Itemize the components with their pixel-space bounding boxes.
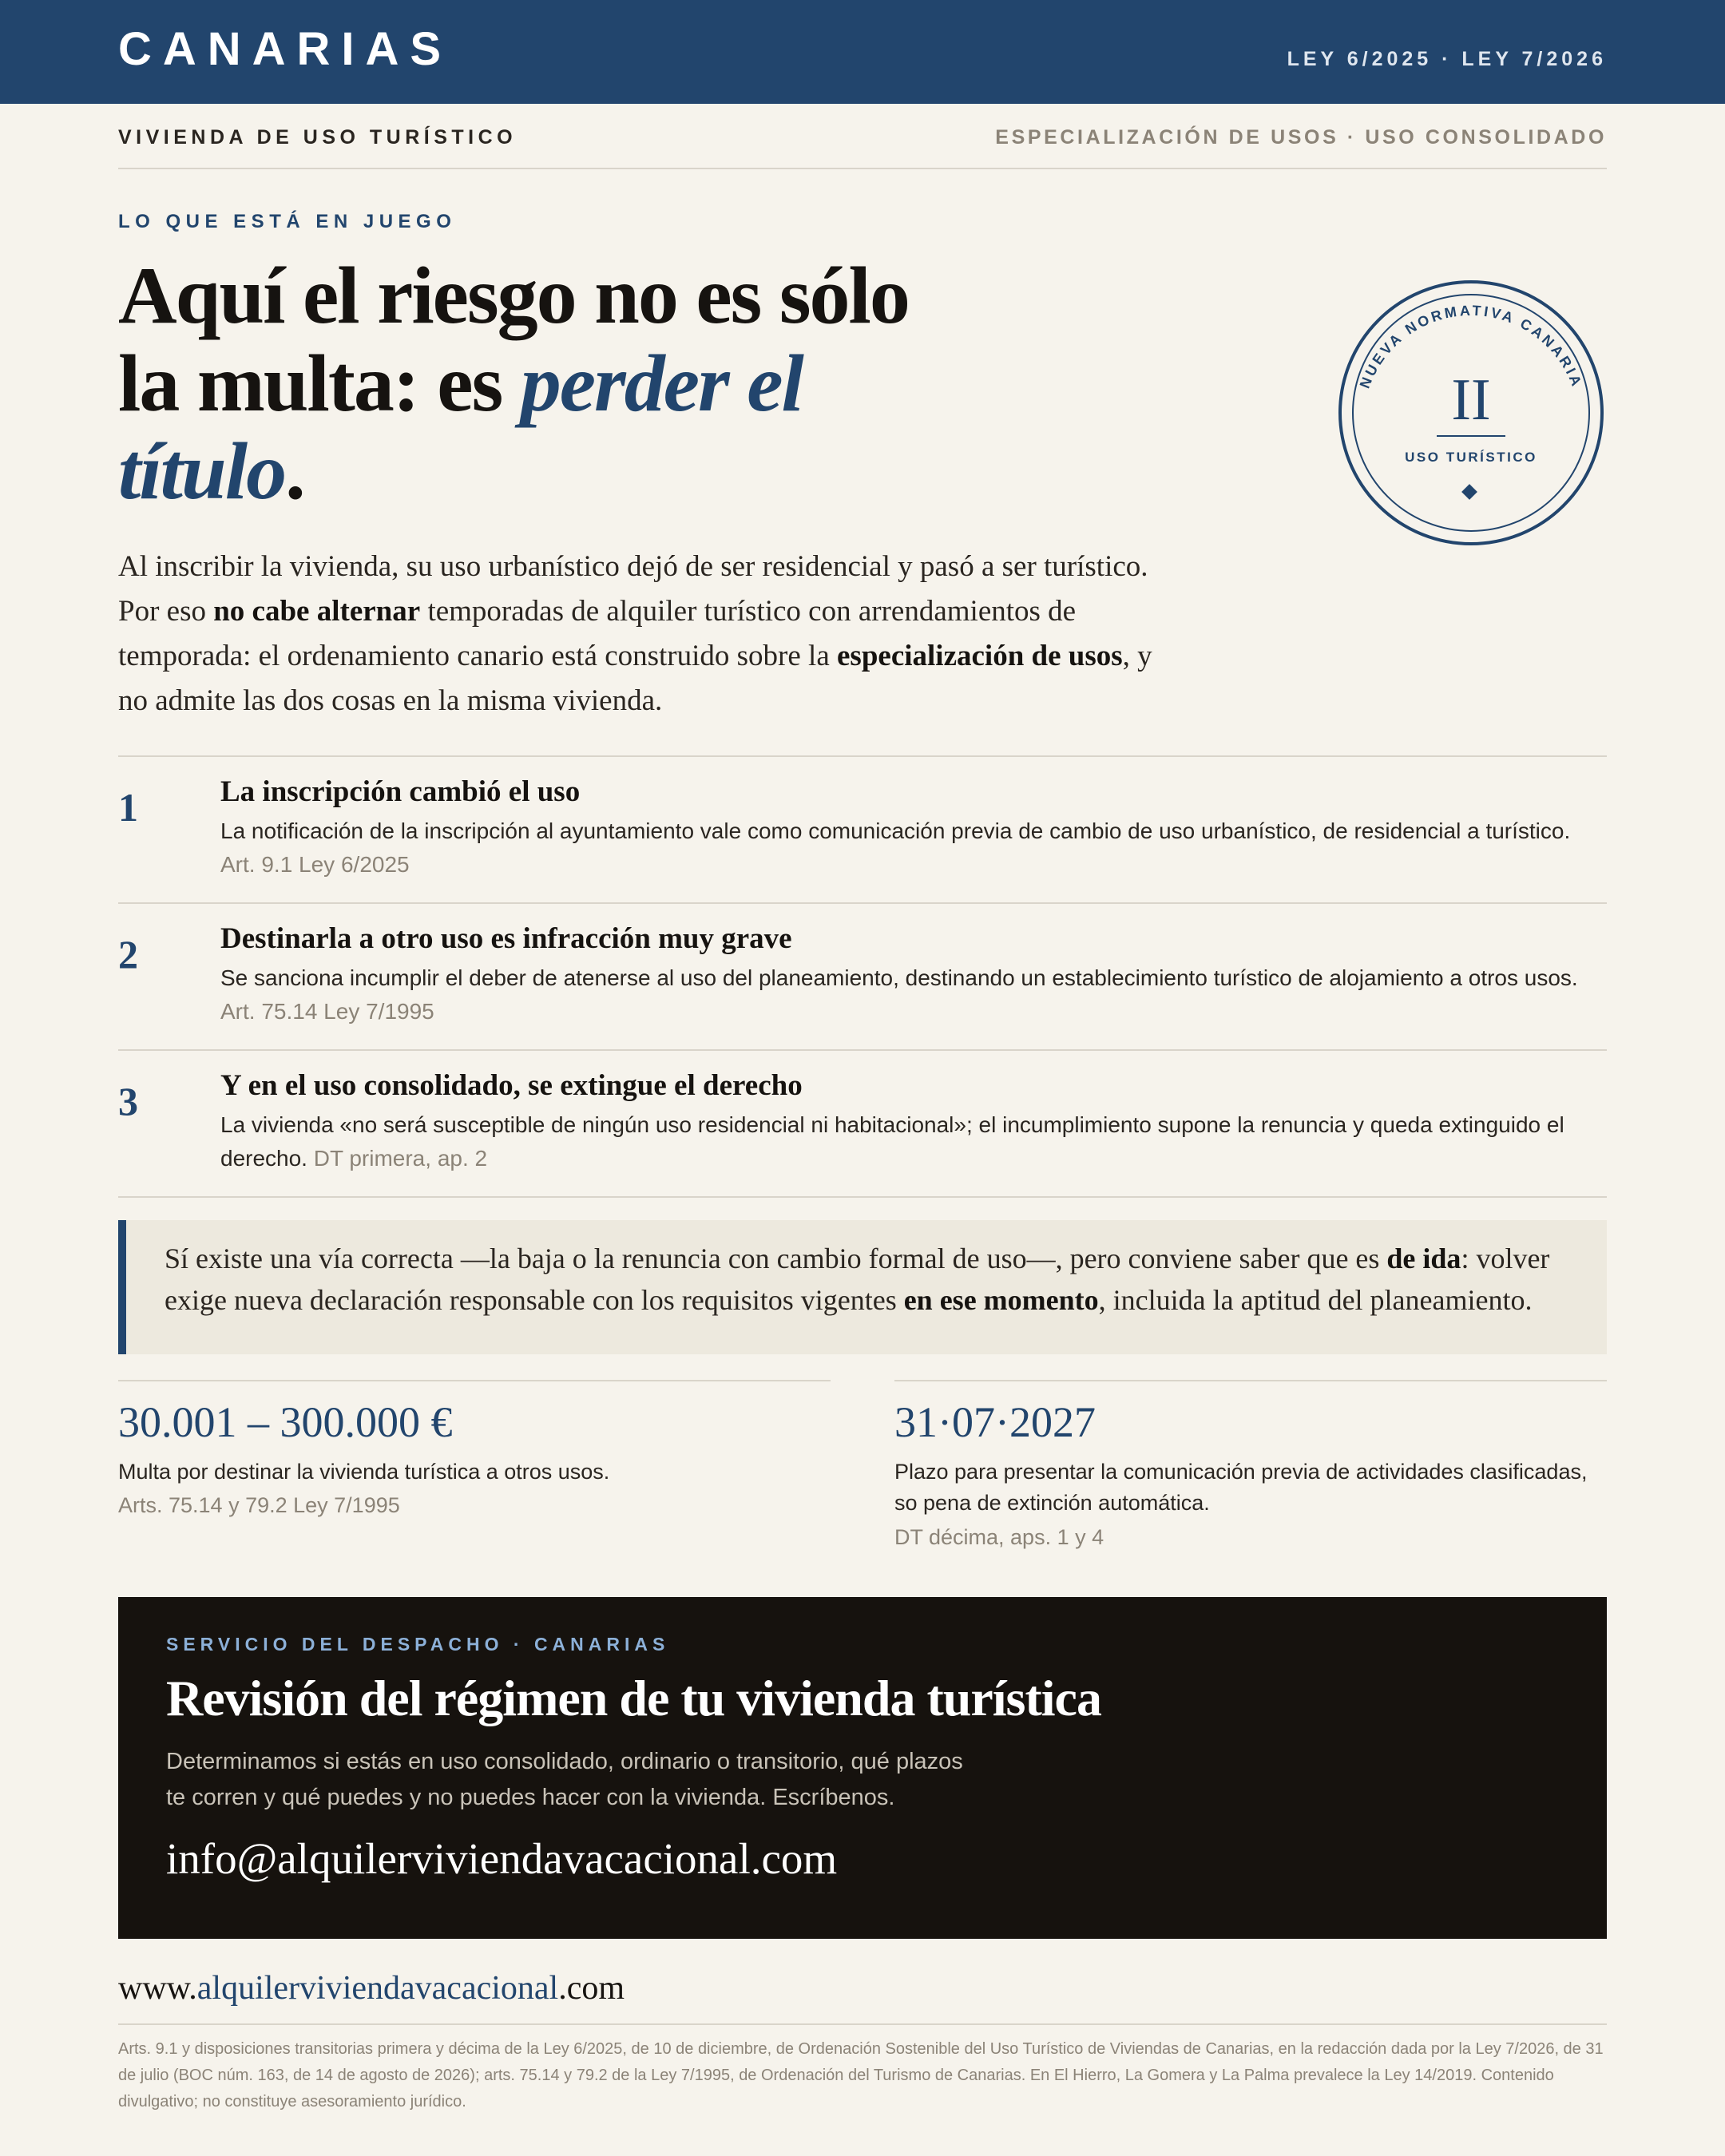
divider [118,902,1607,904]
cta-title: Revisión del régimen de tu vivienda turística [166,1670,1101,1726]
item-body-text: La notificación de la inscripción al ayuntamiento vale como comunicación previa de cambio de uso urbanístico, de residencial a turístico. [220,818,1571,843]
site-suffix: .com [558,1970,625,2007]
seal-numeral: II [1451,367,1491,433]
divider [118,755,1607,757]
item-body [220,814,1610,882]
item-body-text: Se sanciona incumplir el deber de atenerse al uso del planeamiento, destinando un establecimiento turístico de alojamiento a otros usos. [220,965,1578,990]
fact-value: 31·07·2027 [894,1398,1096,1446]
divider [118,168,1607,169]
divider [118,1196,1607,1198]
callout-bold-1: de ida [1386,1242,1461,1274]
lead-text-3: , y no admite las dos cosas en la misma vivienda. [118,640,1152,717]
item-body [220,961,1610,1028]
diamond-icon [1461,484,1477,500]
item-body-text: La vivienda «no será susceptible de ningún uso residencial ni habitacional»; el incumplimiento supone la renuncia y queda extinguido el derecho. [220,1112,1564,1171]
lead-bold-1: no cabe alternar [213,595,421,628]
callout-accent-bar [118,1220,126,1354]
section-kicker: LO QUE ESTÁ EN JUEGO [118,211,457,232]
headline [118,252,1077,516]
item-reference: Art. 75.14 Ley 7/1995 [220,999,434,1024]
callout-text-2: : volver exige nueva declaración responsable con los requisitos vigentes [165,1242,1550,1316]
headline-emphasis-1: perder el [520,339,803,429]
fact-value: 30.001 – 300.000 € [118,1398,453,1446]
lead-bold-2: especialización de usos [837,640,1123,672]
subnav-tags: ESPECIALIZACIÓN DE USOS · USO CONSOLIDADO [995,126,1607,149]
item-number: 3 [118,1079,138,1124]
lead-text-1: Al inscribir la vivienda, su uso urbanístico dejó de ser residencial y pasó a ser turístico. Por eso [118,550,1148,628]
legal-footnote: Arts. 9.1 y disposiciones transitorias primera y décima de la Ley 6/2025, de 10 de diciembre, de Ordenación Sostenible del Uso Turístico de Viviendas de Canarias, en la redacción dada por la Ley 7/2026, de 31 de julio (BOC núm. 163, de 14 de agosto de 2026); arts. 75.14 y 79.2 de la Ley 7/1995, de Ordenación del Turismo de Canarias. En El Hierro, La Gomera y La Palma prevalece la Ley 14/2019. Contenido divulgativo; no constituye asesoramiento jurídico. [118,2040,1604,2110]
callout-bold-2: en ese momento [903,1284,1099,1316]
lead-text-2: temporadas de alquiler turístico con arrendamientos de temporada: el ordenamiento canario está construido sobre la [118,595,1077,672]
subnav-topic: VIVIENDA DE USO TURÍSTICO [118,126,518,149]
item-number: 1 [118,785,138,830]
callout-text-3: , incluida la aptitud del planeamiento. [1098,1284,1533,1316]
site-domain: alquilerviviendavacacional [196,1970,559,2007]
item-title: La inscripción cambió el uso [220,775,581,808]
headline-line2: la multa: es [118,339,521,429]
cta-body-line2: te corren y qué puedes y no puedes hacer con la vivienda. Escríbenos. [166,1785,895,1810]
header-laws: LEY 6/2025 · LEY 7/2026 [1287,48,1607,70]
seal-ring-text: NUEVA NORMATIVA CANARIA [1356,302,1586,391]
item-title: Y en el uso consolidado, se extingue el derecho [220,1069,803,1102]
divider [118,1380,831,1381]
cta-kicker: SERVICIO DEL DESPACHO · CANARIAS [166,1634,670,1655]
cta-body [166,1744,1029,1816]
callout-text-1: Sí existe una vía correcta —la baja o la renuncia con cambio formal de uso—, pero conviene saber que es [165,1242,1387,1274]
divider [894,1380,1607,1381]
site-prefix: www. [118,1970,197,2007]
headline-emphasis-2: título [118,426,286,517]
website-link[interactable] [118,1969,625,2007]
item-body [220,1108,1610,1175]
divider [118,2023,1607,2025]
item-reference: Art. 9.1 Ley 6/2025 [220,852,410,877]
fact-description: Multa por destinar la vivienda turística a otros usos. [118,1460,610,1484]
callout-text [165,1238,1586,1321]
top-bar [0,0,1725,104]
headline-line1: Aquí el riesgo no es sólo [118,251,909,341]
seal-label: USO TURÍSTICO [1405,450,1537,465]
regulation-seal [1338,279,1604,546]
item-number: 2 [118,932,138,977]
brand-title: CANARIAS [118,23,453,75]
item-reference: DT primera, ap. 2 [313,1146,488,1171]
fact-description: Plazo para presentar la comunicación previa de actividades clasificadas, so pena de extinción automática. [894,1460,1588,1515]
contact-email-link[interactable]: info@alquilerviviendavacacional.com [166,1834,838,1883]
cta-body-line1: Determinamos si estás en uso consolidado, ordinario o transitorio, qué plazos [166,1749,963,1774]
item-title: Destinarla a otro uso es infracción muy grave [220,922,792,955]
divider [118,1049,1607,1051]
headline-period: . [285,426,304,517]
fact-reference: Arts. 75.14 y 79.2 Ley 7/1995 [118,1493,400,1517]
fact-reference: DT décima, aps. 1 y 4 [894,1525,1104,1549]
lead-paragraph [118,545,1156,723]
cta-panel [118,1597,1607,1939]
callout-box [118,1220,1607,1354]
